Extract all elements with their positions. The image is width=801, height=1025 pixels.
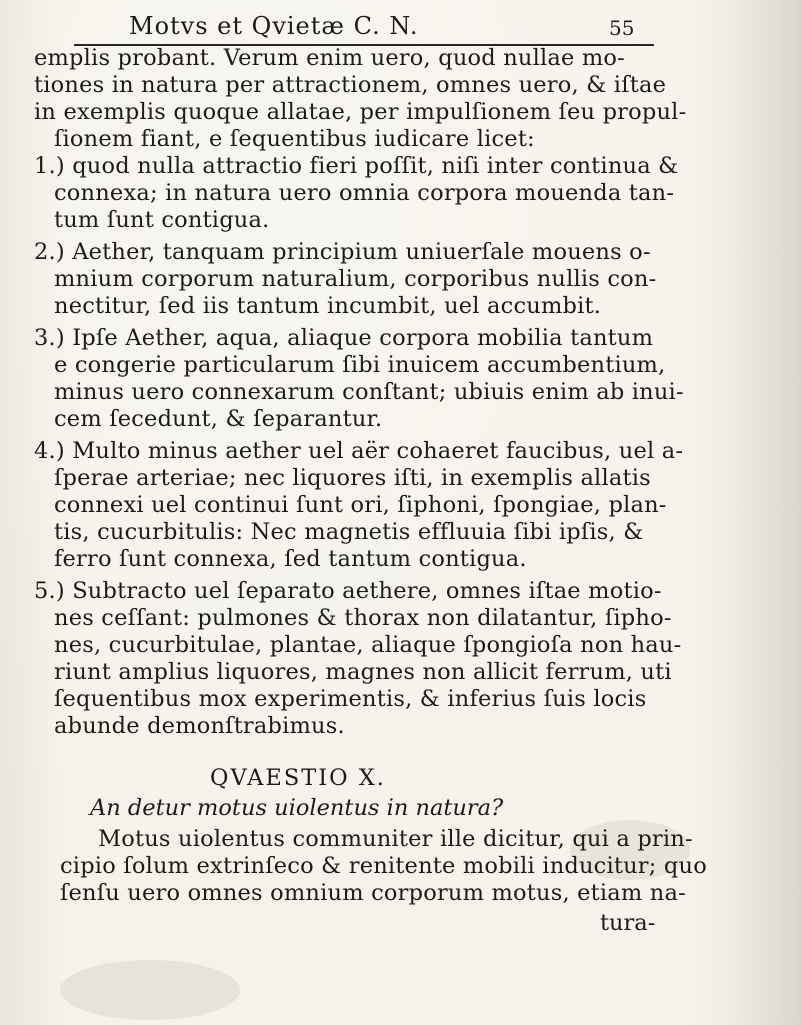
- text-line: nectitur, ſed iis tantum incumbit, uel accumbit.: [54, 293, 602, 319]
- text-line: tiones in natura per attractionem, omnes uero, & iſtae: [34, 72, 667, 98]
- text-line: cipio ſolum extrinſeco & renitente mobili inducitur; quo: [60, 853, 707, 879]
- paper-stain: [60, 960, 240, 1020]
- text-line: connexa; in natura uero omnia corpora mouenda tan-: [54, 180, 675, 206]
- text-line: 4.) Multo minus aether uel aër cohaeret faucibus, uel a-: [34, 438, 684, 464]
- text-line: emplis probant. Verum enim uero, quod nullae mo-: [34, 45, 625, 71]
- text-line: mnium corporum naturalium, corporibus nullis con-: [54, 266, 657, 292]
- text-line: 2.) Aether, tanquam principium uniuerſale mouens o-: [34, 239, 651, 265]
- text-line: 3.) Ipſe Aether, aqua, aliaque corpora mobilia tantum: [34, 325, 654, 351]
- page-number: 55: [609, 16, 635, 40]
- page-edge-shadow: [731, 0, 801, 1025]
- text-line: ſperae arteriae; nec liquores iſti, in exemplis allatis: [54, 465, 651, 491]
- text-line: nes, cucurbitulae, plantae, aliaque ſpongioſa non hau-: [54, 632, 682, 658]
- text-line: connexi uel continui ſunt ori, ſiphoni, ſpongiae, plan-: [54, 492, 667, 518]
- text-line: minus uero connexarum conſtant; ubiuis enim ab inui-: [54, 379, 684, 405]
- text-line: e congerie particularum ſibi inuicem accumbentium,: [54, 352, 666, 378]
- running-head: Motvs et Qvietæ C. N.: [129, 12, 419, 40]
- text-line: tum ſunt contigua.: [54, 207, 270, 233]
- text-line: 5.) Subtracto uel ſeparato aethere, omnes iſtae motio-: [34, 578, 662, 604]
- text-line: 1.) quod nulla attractio fieri poſſit, niſi inter continua &: [34, 153, 679, 179]
- text-line: abunde demonſtrabimus.: [54, 713, 345, 739]
- text-line: Motus uiolentus communiter ille dicitur, qui a prin-: [98, 826, 693, 852]
- text-line: cem ſecedunt, & ſeparantur.: [54, 406, 383, 432]
- text-line: ſionem fiant, e ſequentibus iudicare licet:: [54, 126, 535, 152]
- text-line: ſequentibus mox experimentis, & inferius ſuis locis: [54, 686, 647, 712]
- catchword: tura-: [600, 910, 656, 936]
- text-line: riunt amplius liquores, magnes non allicit ferrum, uti: [54, 659, 672, 685]
- quaestio-heading: QVAESTIO X.: [210, 765, 386, 791]
- page-header: [34, 10, 684, 42]
- text-line: ſenſu uero omnes omnium corporum motus, etiam na-: [60, 880, 686, 906]
- text-line: in exemplis quoque allatae, per impulſionem ſeu propul-: [34, 99, 687, 125]
- text-line: ferro ſunt connexa, ſed tantum contigua.: [54, 546, 527, 572]
- text-line: tis, cucurbitulis: Nec magnetis effluuia ſibi ipſis, &: [54, 519, 644, 545]
- quaestio-question: An detur motus uiolentus in natura?: [90, 795, 504, 821]
- text-line: nes ceſſant: pulmones & thorax non dilatantur, ſipho-: [54, 605, 672, 631]
